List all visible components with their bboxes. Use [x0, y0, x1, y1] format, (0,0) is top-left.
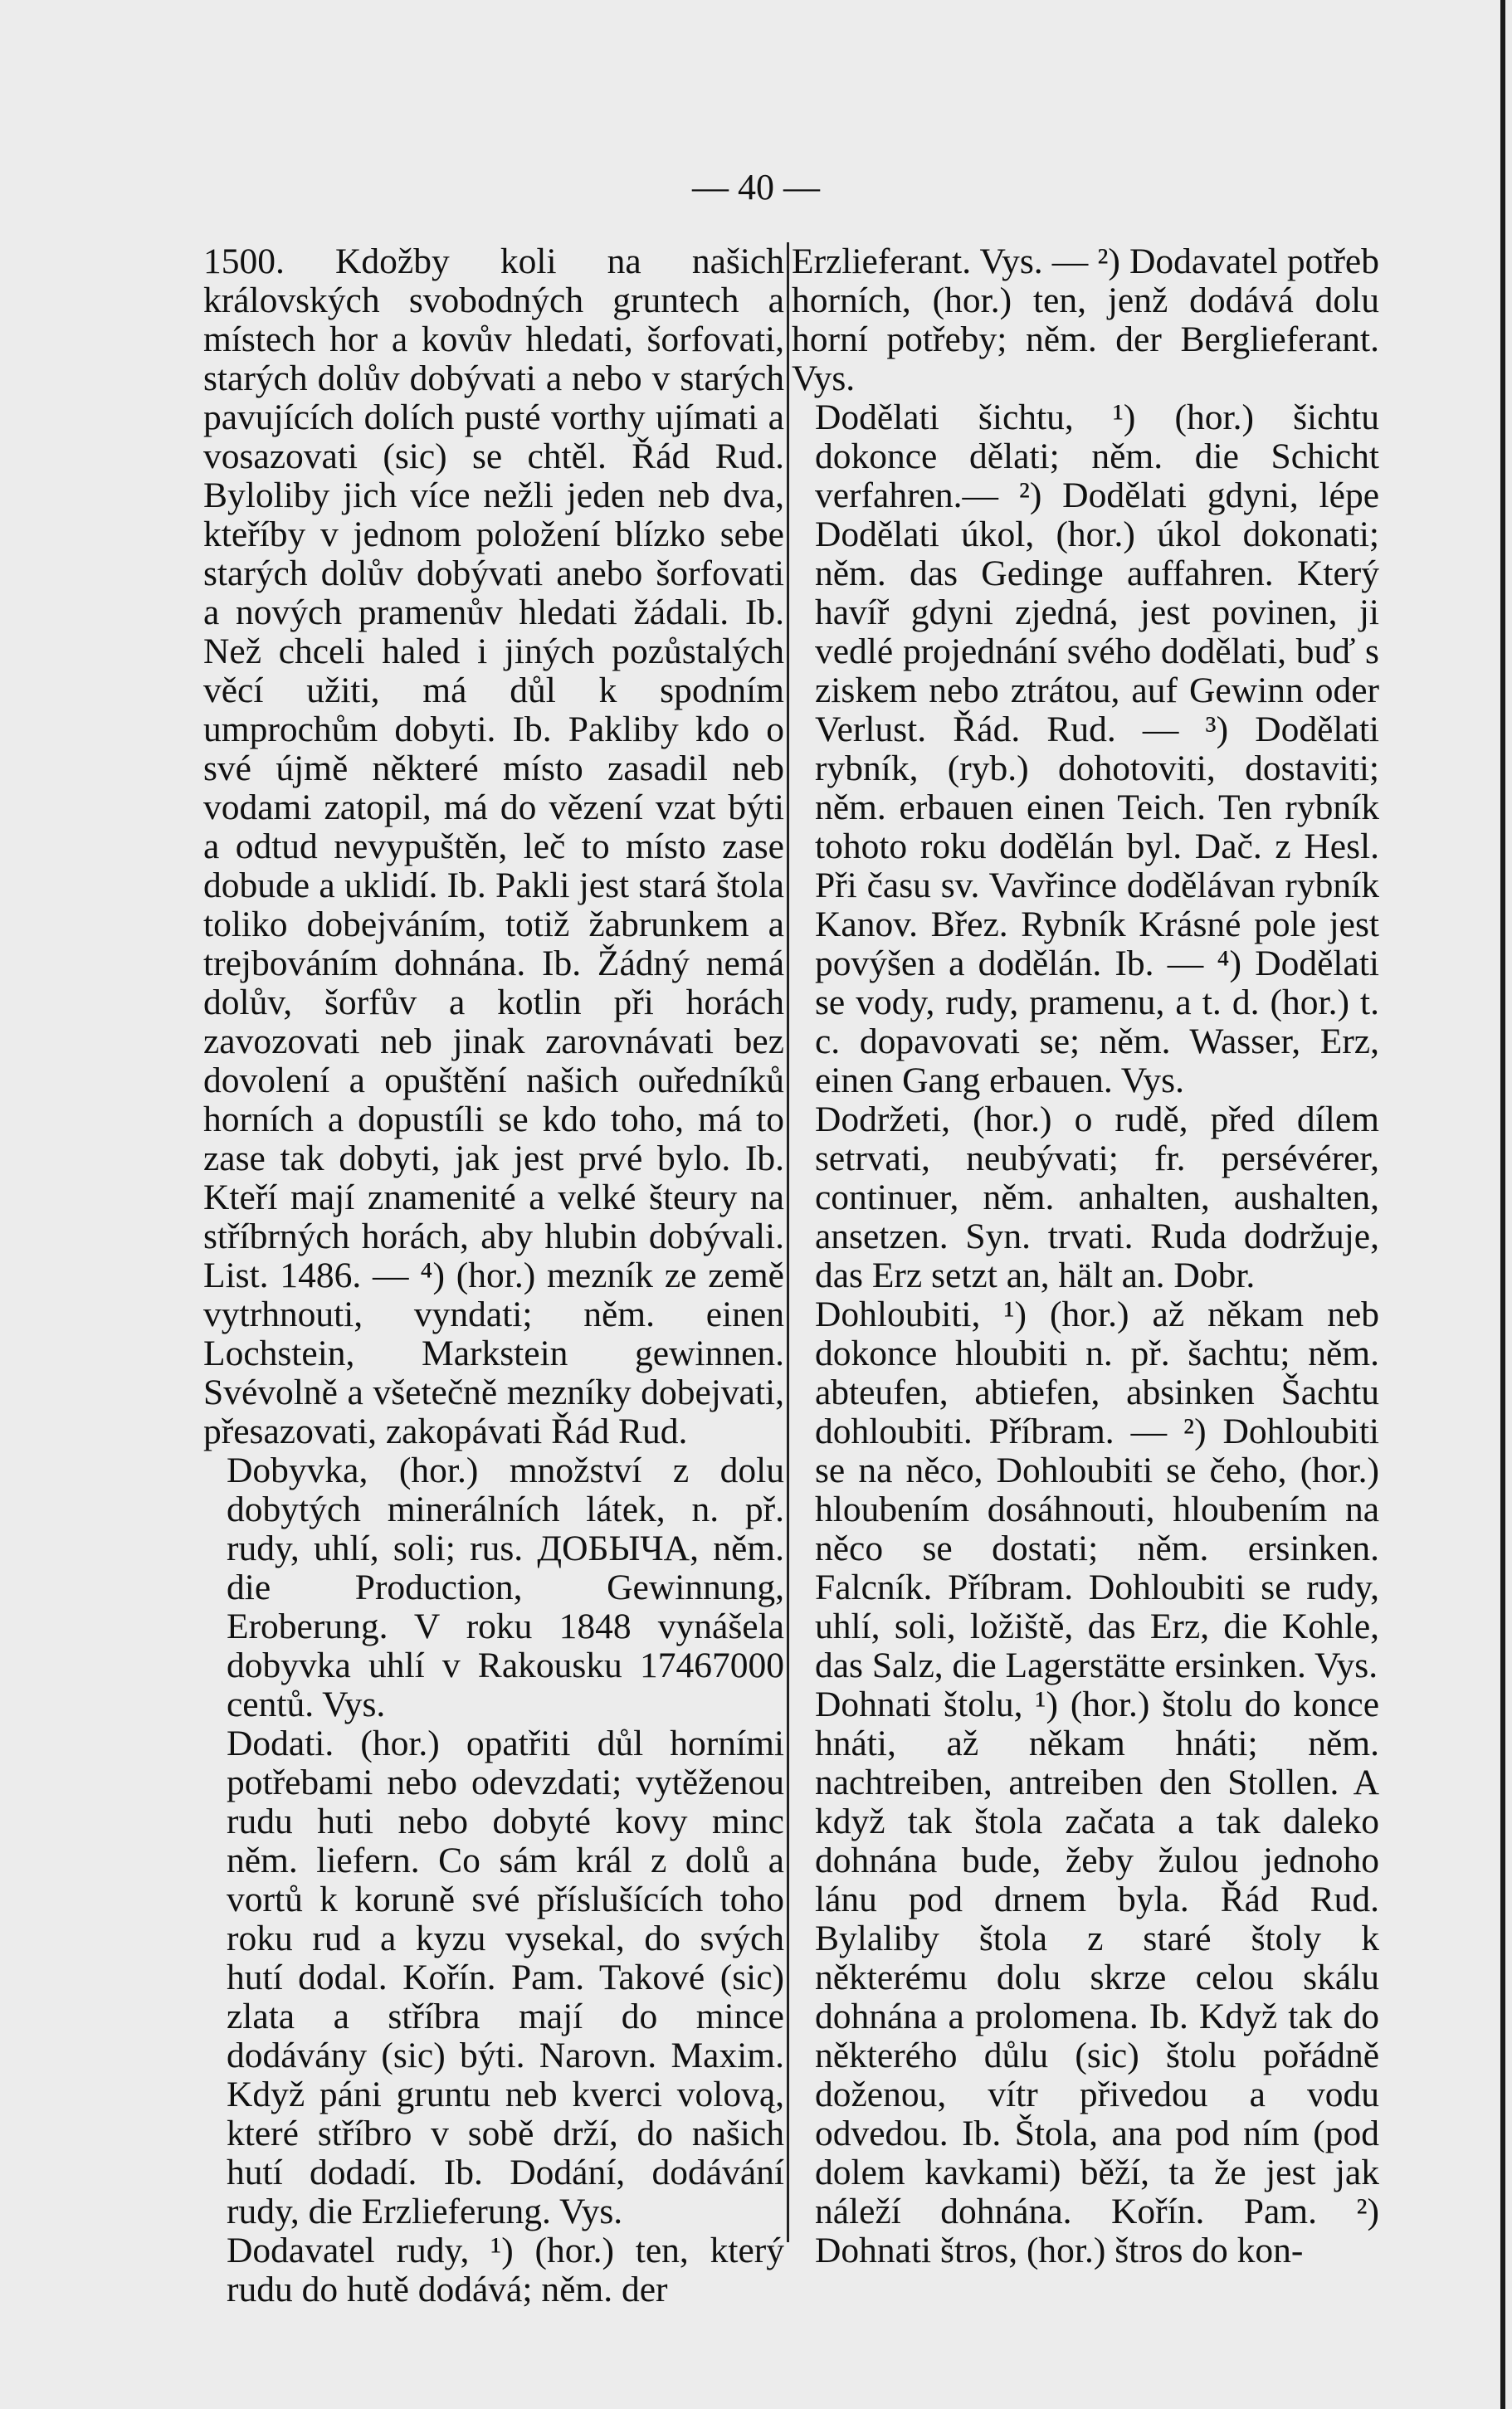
entry-paragraph: Dohloubiti, ¹) (hor.) až někam neb dokonce hloubiti n. př. šachtu; něm. abteufen, abtiefen, absinken Šachtu dohloubiti. Příbram. — ²) Dohloubiti se na něco, Dohloubiti se čeho, (hor.) hloubením dosáhnouti, hloubením na něco se dostati; něm. ersinken. Falcník. Příbram. Dohloubiti se rudy, uhlí, soli, ložiště, das Erz, die Kohle, das Salz, die Lagerstätte ersinken. Vys. [815, 1295, 1379, 1685]
entry-paragraph: Dodavatel rudy, ¹) (hor.) ten, který rudu do hutě dodává; něm. der [227, 2231, 784, 2309]
entry-paragraph: Erzlieferant. Vys. — ²) Dodavatel potřeb horních, (hor.) ten, jenž dodává dolu horní potřeby; něm. der Berglieferant. Vys. [792, 241, 1379, 398]
left-column [203, 242, 784, 2309]
entry-paragraph: Dobyvka, (hor.) množství z dolu dobytých minerálních látek, n. př. rudy, uhlí, soli; rus. ДОБЫЧА, něm. die Production, Gewinnung, Eroberung. V roku 1848 vynášela dobyvka uhlí v Rakousku 17467000 centů. Vys. [227, 1451, 784, 1724]
entry-paragraph: Dohnati štolu, ¹) (hor.) štolu do konce hnáti, až někam hnáti; něm. nachtreiben, antreiben den Stollen. A když tak štola začata a tak daleko dohnána bude, žeby žulou jednoho lánu pod drnem byla. Řád Rud. Bylaliby štola z staré štoly k některému dolu skrze celou skálu dohnána a prolomena. Ib. Když tak do některého důlu (sic) štolu pořádně doženou, vítr přivedou a vodu odvedou. Ib. Štola, ana pod ním (pod dolem kavkami) běží, ta že jest jak náleží dohnána. Kořín. Pam. ²) Dohnati štros, (hor.) štros do kon- [815, 1685, 1379, 2270]
page-edge-rule [1500, 0, 1505, 2409]
right-column [792, 242, 1379, 2270]
page-number: — 40 — [692, 167, 820, 207]
column-divider [787, 242, 789, 2242]
entry-paragraph: Dodati. (hor.) opatřiti důl horními potřebami nebo odevzdati; vytěženou rudu huti nebo dobyté kovy minc něm. liefern. Co sám král z dolů a vortů k koruně své příslušících toho roku rud a kyzu vysekal, do svých hutí dodal. Kořín. Pam. Takové (sic) zlata a stříbra mají do mince dodávány (sic) býti. Narovn. Maxim. Když páni gruntu neb kverci volovą, které stříbro v sobě drží, do našich hutí dodadí. Ib. Dodání, dodávání rudy, die Erzlieferung. Vys. [227, 1724, 784, 2231]
entry-paragraph: 1500. Kdožby koli na našich královských svobodných gruntech a místech hor a kovův hledati, šorfovati, starých dolův dobývati a nebo v starých pavujících dolích pusté vorthy ujímati a vosazovati (sic) se chtěl. Řád Rud. Byloliby jich více nežli jeden neb dva, kteříby v jednom položení blízko sebe starých dolův dobývati anebo šorfovati a nových pramenův hledati žádali. Ib. Než chceli haled i jiných pozůstalých věcí užiti, má důl k spodním umprochům dobyti. Ib. Pakliby kdo o své újmě některé místo zasadil neb vodami zatopil, má do vězení vzat býti a odtud nevypuštěn, leč to místo zase dobude a uklidí. Ib. Pakli jest stará štola toliko dobejváním, totiž žabrunkem a trejbováním dohnána. Ib. Žádný nemá dolův, šorfův a kotlin při horách zavozovati neb jinak zarovnávati bez dovolení a opuštění našich ouředníků horních a dopustíli se kdo toho, má to zase tak dobyti, jak jest prvé bylo. Ib. Kteří mají znamenité a velké šteury na stříbrných horách, aby hlubin dobývali. List. 1486. — ⁴) (hor.) mezník ze země vytrhnouti, vyndati; něm. einen Lochstein, Markstein gewinnen. Svévolně a všetečně mezníky dobejvati, přesazovati, zakopávati Řád Rud. [203, 241, 784, 1451]
entry-paragraph: Dodělati šichtu, ¹) (hor.) šichtu dokonce dělati; něm. die Schicht verfahren.— ²) Dodělati gdyni, lépe Dodělati úkol, (hor.) úkol dokonati; něm. das Gedinge auffahren. Který havíř gdyni zjedná, jest povinen, ji vedlé projednání svého dodělati, buď s ziskem nebo ztrátou, auf Gewinn oder Verlust. Řád. Rud. — ³) Dodělati rybník, (ryb.) dohotoviti, dostaviti; něm. erbauen einen Teich. Ten rybník tohoto roku dodělán byl. Dač. z Hesl. Při času sv. Vavřince dodělávan rybník Kanov. Břez. Rybník Krásné pole jest povýšen a dodělán. Ib. — ⁴) Dodělati se vody, rudy, pramenu, a t. d. (hor.) t. c. dopavovati se; něm. Wasser, Erz, einen Gang erbauen. Vys. [815, 397, 1379, 1100]
entry-paragraph: Dodržeti, (hor.) o rudě, před dílem setrvati, neubývati; fr. persévérer, continuer, něm. anhalten, aushalten, ansetzen. Syn. trvati. Ruda dodržuje, das Erz setzt an, hält an. Dobr. [815, 1100, 1379, 1295]
